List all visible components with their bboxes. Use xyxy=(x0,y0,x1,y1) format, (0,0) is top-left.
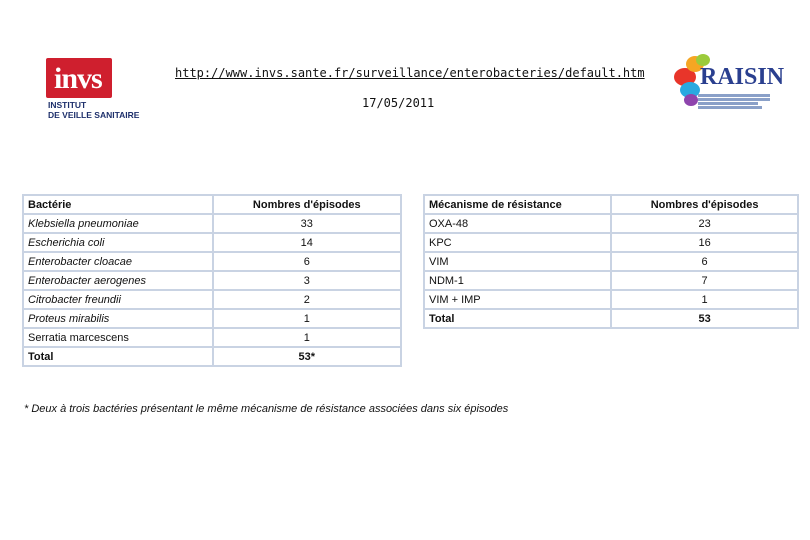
header-cell-episodes: Nombres d'épisodes xyxy=(213,195,401,214)
invs-logo-mark xyxy=(46,58,112,98)
episode-count: 3 xyxy=(213,271,401,290)
invs-logo xyxy=(44,58,149,122)
raisin-logo-subtitle xyxy=(698,94,770,109)
total-label: Total xyxy=(23,347,213,366)
mechanism-table xyxy=(423,194,799,329)
bacteria-name: Serratia marcescens xyxy=(23,328,213,347)
bacteria-table xyxy=(22,194,402,367)
episode-count: 33 xyxy=(213,214,401,233)
header-cell-mechanism: Mécanisme de résistance xyxy=(424,195,611,214)
mechanism-name: OXA-48 xyxy=(424,214,611,233)
total-label: Total xyxy=(424,309,611,328)
header-cell-bacteria: Bactérie xyxy=(23,195,213,214)
header-date: 17/05/2011 xyxy=(362,96,435,110)
table-row xyxy=(424,252,798,271)
table-row xyxy=(424,271,798,290)
episode-count: 14 xyxy=(213,233,401,252)
table-row xyxy=(23,252,401,271)
mechanism-name: NDM-1 xyxy=(424,271,611,290)
episode-count: 6 xyxy=(611,252,798,271)
bacteria-name: Proteus mirabilis xyxy=(23,309,213,328)
episode-count: 2 xyxy=(213,290,401,309)
invs-logo-text: invs xyxy=(54,62,102,95)
table-header-row xyxy=(424,195,798,214)
table-total-row xyxy=(424,309,798,328)
table-row xyxy=(23,309,401,328)
source-url-link[interactable]: http://www.invs.sante.fr/surveillance/enterobacteries/default.htm xyxy=(175,66,645,80)
table-row xyxy=(23,233,401,252)
episode-count: 6 xyxy=(213,252,401,271)
bacteria-name: Enterobacter aerogenes xyxy=(23,271,213,290)
mechanism-name: KPC xyxy=(424,233,611,252)
raisin-logo xyxy=(672,54,785,114)
total-value: 53 xyxy=(611,309,798,328)
table-total-row xyxy=(23,347,401,366)
table-row xyxy=(23,271,401,290)
mechanism-name: VIM + IMP xyxy=(424,290,611,309)
episode-count: 7 xyxy=(611,271,798,290)
bacteria-name: Escherichia coli xyxy=(23,233,213,252)
header-cell-episodes: Nombres d'épisodes xyxy=(611,195,798,214)
bacteria-name: Klebsiella pneumoniae xyxy=(23,214,213,233)
episode-count: 23 xyxy=(611,214,798,233)
invs-logo-line1: INSTITUT xyxy=(48,100,87,110)
table-row xyxy=(424,290,798,309)
invs-logo-subtitle xyxy=(48,100,139,120)
table-row xyxy=(23,290,401,309)
table-row xyxy=(23,328,401,347)
bacteria-name: Enterobacter cloacae xyxy=(23,252,213,271)
episode-count: 1 xyxy=(213,328,401,347)
mechanism-name: VIM xyxy=(424,252,611,271)
table-row xyxy=(23,214,401,233)
episode-count: 1 xyxy=(213,309,401,328)
episode-count: 1 xyxy=(611,290,798,309)
table-row xyxy=(424,214,798,233)
episode-count: 16 xyxy=(611,233,798,252)
raisin-logo-petal-purple xyxy=(684,94,698,106)
raisin-logo-word: RAISIN xyxy=(700,64,785,90)
table-row xyxy=(424,233,798,252)
invs-logo-line2: DE VEILLE SANITAIRE xyxy=(48,110,140,120)
table-header-row xyxy=(23,195,401,214)
total-value: 53* xyxy=(213,347,401,366)
bacteria-name: Citrobacter freundii xyxy=(23,290,213,309)
footnote: * Deux à trois bactéries présentant le même mécanisme de résistance associées dans six épisodes xyxy=(24,403,509,415)
